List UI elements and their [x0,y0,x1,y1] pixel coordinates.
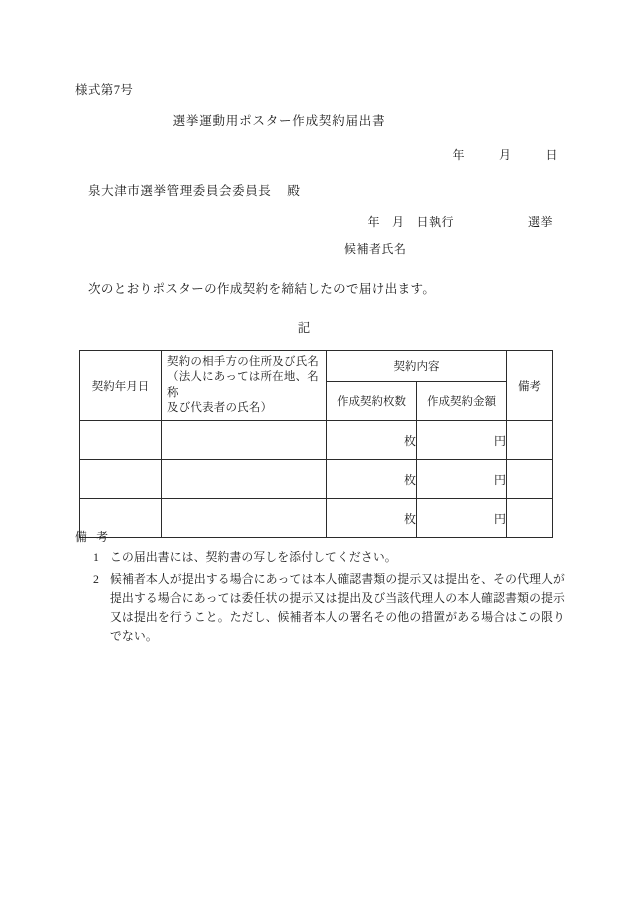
cell-amount[interactable]: 円 [417,499,507,538]
header-counterparty [162,351,327,421]
addressee-name: 泉大津市選挙管理委員会委員長 [88,184,272,198]
header-sheets: 作成契約枚数 [327,382,417,421]
date-day-label: 日 [545,148,558,162]
election-day-exec-label: 日執行 [416,215,454,229]
note-number: 2 [93,572,100,587]
notes-title-char-2: 考 [96,530,109,544]
statement-text: 次のとおりポスターの作成契約を締結したので届け出ます。 [88,282,436,296]
cell-counterparty[interactable] [162,460,327,499]
notes-title [75,528,565,545]
note-item [75,570,565,646]
cell-amount[interactable]: 円 [417,421,507,460]
election-type-label: 選挙 [527,215,553,229]
note-number: 1 [93,550,100,564]
header-remarks: 備考 [507,351,553,421]
header-amount: 作成契約金額 [417,382,507,421]
cell-remarks[interactable] [507,421,553,460]
date-year-label: 年 [452,148,465,162]
addressee-honorific: 殿 [287,184,301,198]
header-counterparty-text [162,351,326,420]
candidate-name-label: 候補者氏名 [344,242,407,256]
cell-amount[interactable]: 円 [417,460,507,499]
notes-title-char-1: 備 [75,530,88,544]
submission-date-line [452,146,558,163]
ki-marker: 記 [297,321,311,335]
header-contract-content: 契約内容 [327,351,507,382]
note-item [75,548,565,567]
cell-sheets[interactable]: 枚 [327,421,417,460]
note-text: この届出書には、契約書の写しを添付してください。 [110,550,397,564]
election-year-label: 年 [367,215,380,229]
cell-sheets[interactable]: 枚 [327,460,417,499]
cell-remarks[interactable] [507,460,553,499]
form-number: 様式第7号 [75,83,134,97]
header-counterparty-line-2: （法人にあっては所在地、名称 [167,371,319,399]
table-row [80,421,553,460]
cell-contract-date[interactable] [80,421,162,460]
header-counterparty-line-1: 契約の相手方の住所及び氏名 [167,356,320,368]
election-month-label: 月 [391,215,405,229]
header-counterparty-line-3: 及び代表者の氏名） [167,401,273,414]
cell-counterparty[interactable] [162,421,327,460]
contract-table-wrapper [79,350,553,538]
table-row [80,460,553,499]
contract-table [79,350,553,538]
note-text: 候補者本人が提出する場合にあっては本人確認書類の提示又は提出を、その代理人が提出する場合にあっては委任状の提示又は提出及び当該代理人の本人確認書類の提示又は提出を行うこと。ただし、候補者本人の署名その他の措置がある場合はこの限りでない。 [110,572,565,644]
table-header-row-1 [80,351,553,382]
header-contract-date: 契約年月日 [80,351,162,421]
addressee [88,181,301,199]
election-date-line [367,213,553,230]
date-month-label: 月 [498,148,512,162]
notes-section [75,528,565,647]
cell-sheets[interactable]: 枚 [327,499,417,538]
page-title: 選挙運動用ポスター作成契約届出書 [172,114,386,128]
cell-contract-date[interactable] [80,460,162,499]
